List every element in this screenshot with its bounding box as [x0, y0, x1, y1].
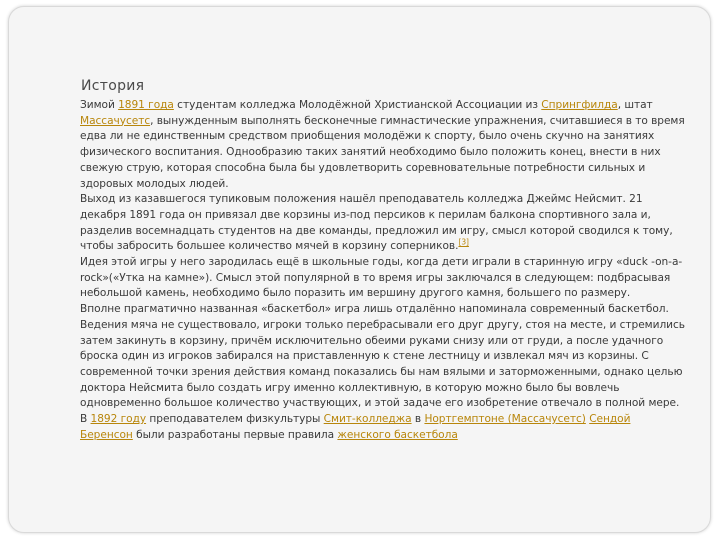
text: в — [411, 413, 425, 426]
link-springfield[interactable]: Спрингфилда — [541, 99, 618, 111]
paragraph-early-basketball: Вполне прагматично названная «баскетбол» игра лишь отдалённо напоминала современный баскетбол. Ведения мяча не существовало, игроки только перебрасывали его друг другу, стоя на месте, и стремились затем закинуть в корзину, причём исключительно обеими руками снизу или от груди, а после удачного броска один из игроков забирался на приставленную к стене лестницу и извлекал мяч из корзины. С современной точки зрения действия команд показались бы нам вялыми и заторможенными, однако целью доктора Нейсмита было создать игру именно коллективную, в которую можно было бы вовлечь одновременно большое количество участвующих, и этой задаче его изобретение отвечало в полной мере. — [80, 303, 685, 410]
link-massachusetts[interactable]: Массачусетс — [80, 114, 151, 127]
link-womens-basketball[interactable]: женского баскетбола — [337, 428, 458, 441]
paragraph-winter-1891 — [80, 98, 685, 192]
link-senda-berenson[interactable]: Сендой Беренсон — [80, 413, 631, 441]
text: , штат — [617, 99, 653, 111]
text: Выход из казавшегося тупиковым положения нашёл преподаватель колледжа Джеймс Нейсмит. 21 декабря 1891 года он привязал две корзины из-под персиков к перилам балкона спортивного зала и, разделив восемнадцать студентов на две команды, предложил им игру, смысл которой сводился к тому, чтобы забросить большее количество мячей в корзину соперников. — [80, 193, 673, 253]
slide — [8, 6, 711, 533]
link-1891-year[interactable]: 1891 года — [118, 99, 174, 111]
link-smith-college[interactable]: Смит-колледжа — [323, 413, 412, 426]
text: были разработаны первые правила — [132, 428, 338, 441]
text: , вынужденным выполнять бесконечные гимнастические упражнения, считавшиеся в то время едва ли не единственным средством приобщения молодёжи к спорту, было очень скучно на занятиях физического воспитания. Однообразию таких занятий необходимо было положить конец, внести в них свежую струю, которая способна была бы удовлетворить соревновательные потребности сильных и здоровых молодых людей. — [80, 114, 685, 190]
slide-title: История — [81, 78, 145, 94]
footnote-ref-3[interactable]: [3] — [458, 237, 469, 247]
link-1892-year[interactable]: 1892 году — [90, 413, 147, 426]
paragraph-duck-on-a-rock: Идея этой игры у него зародилась ещё в школьные годы, когда дети играли в старинную игру «duck -on-a-rock»(«Утка на камне»). Смысл этой популярной в то время игры заключался в следующем: подбрасывая небольшой камень, необходимо было поразить им вершину другого камня, большего по размеру. — [80, 256, 683, 300]
slide-body — [80, 98, 685, 443]
text: Зимой — [80, 99, 119, 111]
link-northampton[interactable]: Нортгемптоне (Массачусетс) — [424, 413, 586, 426]
text: преподавателем физкультуры — [146, 413, 324, 426]
paragraph-naismith — [80, 192, 685, 255]
text: студентам колледжа Молодёжной Христианской Ассоциации из — [173, 99, 542, 111]
text: В — [80, 413, 91, 426]
paragraph-womens-basketball — [80, 412, 685, 443]
